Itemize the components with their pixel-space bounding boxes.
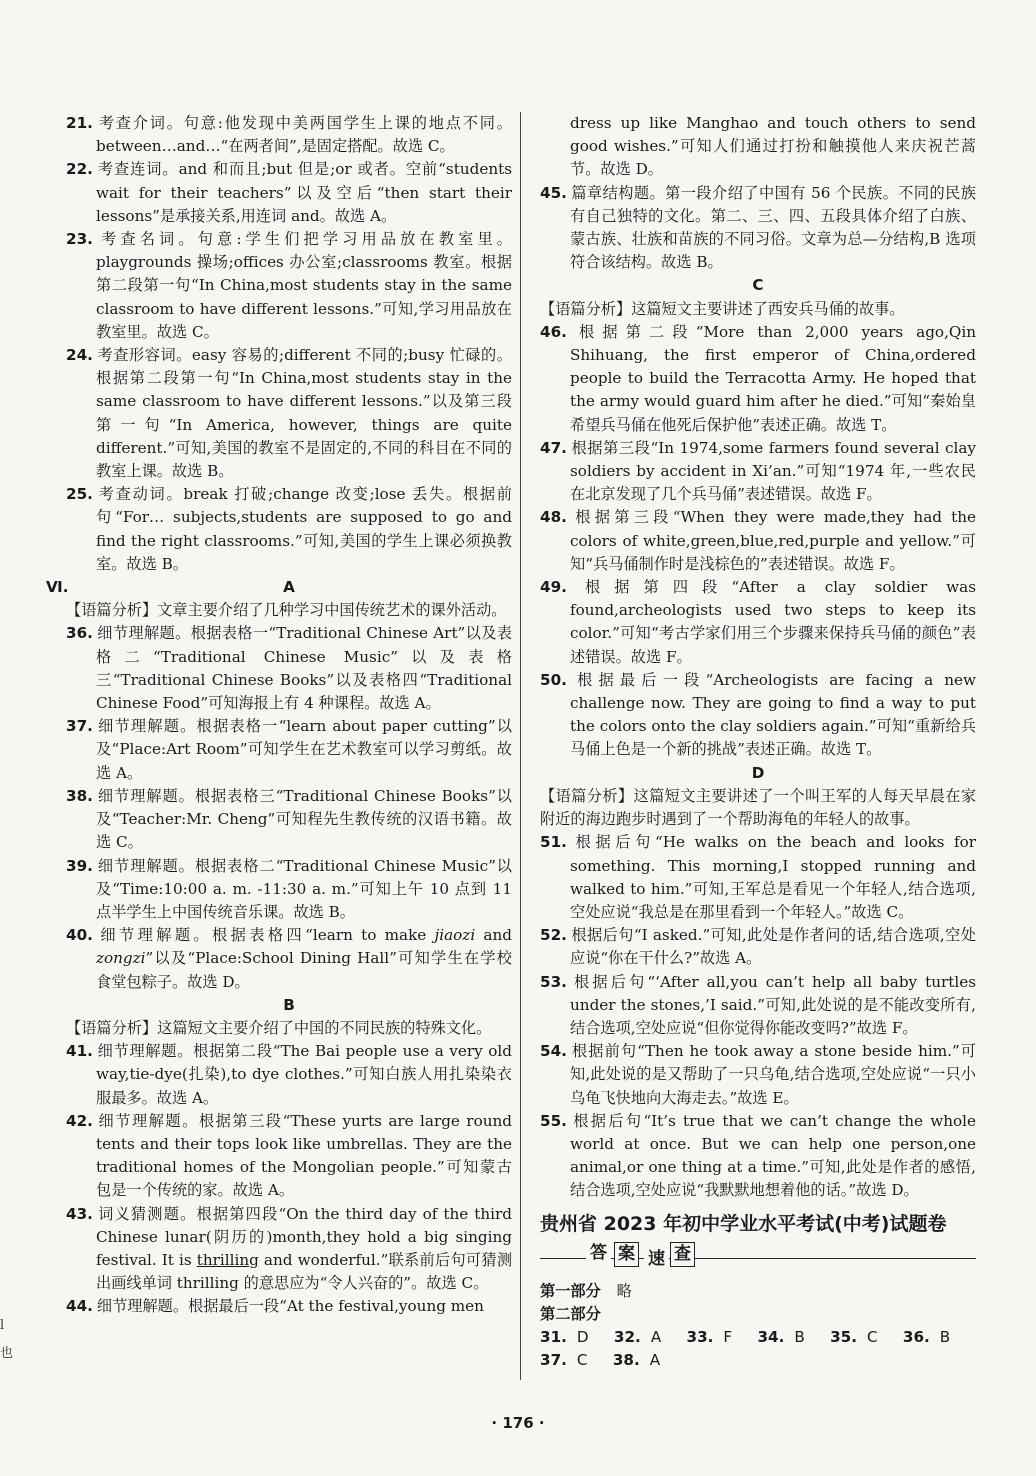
answer-item: 40. 细节理解题。根据表格四“learn to make jiaozi and zongzi”以及“Place:School Dining Hall”可知学生在学校食堂包粽子。故选 D。 (66, 926, 512, 991)
answer-item: 23. 考查名词。句意:学生们把学习用品放在教室里。playgrounds 操场;offices 办公室;classrooms 教室。根据第二段第一句“In China,most students stay in the same classroom to have different lessons.”可知,学习用品放在教室里。故选 C。 (66, 230, 512, 341)
answer-item: 53. 根据后句“‘After all,you can’t help all baby turtles under the stones,’I said.”可知,此处说的是不能改变所有,结合选项,空处应说“但你觉得你能改变吗?”故选 F。 (540, 972, 976, 1037)
column-divider (520, 112, 521, 1380)
answer-quick-check-banner (540, 1242, 976, 1278)
answer-item: 21. 考查介词。句意:他发现中美两国学生上课的地点不同。between…and…“在两者间”,是固定搭配。故选 C。 (66, 114, 512, 156)
answer-item: 25. 考查动词。break 打破;change 改变;lose 丢失。根据前句“For… subjects,students are supposed to go and find the right classrooms.”可知,美国的学生上课必须换教室。故选 B。 (66, 485, 512, 573)
answer-item: 38. 细节理解题。根据表格三“Traditional Chinese Books”以及“Teacher:Mr. Cheng”可知程先生教传统的汉语书籍。故选 C。 (66, 786, 512, 852)
part-two-label: 第二部分 (540, 1304, 601, 1323)
answer-item: 48. 根据第三段“When they were made,they had the colors of white,green,blue,red,purple and yellow.”可知“兵马俑制作时是浅棕色的”表述错误。故选 F。 (540, 508, 976, 573)
answer-item: 50. 根据最后一段“Archeologists are facing a new challenge now. They are going to find a way to put the colors onto the clay soldiers again.”可知“重新给兵马俑上色是一个新的挑战”表述正确。故选 T。 (540, 670, 976, 759)
section-heading-c: C (752, 276, 764, 295)
edge-mark: 也 (0, 1346, 14, 1361)
answer-item: 47. 根据第三段“In 1974,some farmers found several clay soldiers by accident in Xi’an.”可知“1974 年,一些农民在北京发现了几个兵马俑”表述错误。故选 F。 (540, 438, 976, 504)
section-heading-d: D (751, 763, 765, 782)
answer-item: 43. 词义猜测题。根据第四段“On the third day of the third Chinese lunar(阴历的)month,they hold a big singing festival. It is thrilling and wonderful.”联系前后句可猜测出画线单词 thrilling 的意思应为“令人兴奋的”。故选 C。 (66, 1204, 513, 1293)
passage-analysis: 【语篇分析】这篇短文主要介绍了中国的不同民族的特殊文化。 (66, 1018, 492, 1037)
exam-title: 贵州省 2023 年初中学业水平考试(中考)试题卷 (540, 1212, 947, 1235)
left-column (46, 112, 513, 1319)
answer-continuation: dress up like Manghao and touch others to send good wishes.”可知人们通过打扮和触摸他人来庆祝芒蒿节。故选 D。 (570, 114, 976, 179)
answer-item: 36. 细节理解题。根据表格一“Traditional Chinese Art”以及表格二“Traditional Chinese Music”以及表格三“Traditional Chinese Books”以及表格四“Traditional Chinese Food”可知海报上有 4 种课程。故选 A。 (66, 624, 512, 713)
answer-item: 42. 细节理解题。根据第三段“These yurts are large round tents and their tops look like umbrellas. They are the traditional homes of the Mongolian people.”可知蒙古包是一个传统的家。故选 A。 (66, 1111, 512, 1200)
answer-item: 44. 细节理解题。根据最后一段“At the festival,young men (66, 1297, 484, 1316)
right-column (540, 112, 976, 1373)
answer-item: 54. 根据前句“Then he took away a stone beside him.”可知,此处说的是又帮助了一只乌龟,结合选项,空处应说“一只小乌龟飞快地向大海走去。”故选 E。 (540, 1042, 976, 1107)
section-roman-numeral: Ⅵ. (46, 578, 69, 597)
banner-char: 查 (670, 1242, 695, 1267)
answer-item: 39. 细节理解题。根据表格二“Traditional Chinese Music”以及“Time:10:00 a. m. -11:30 a. m.”可知上午 10 点到 11 点半学生上中国传统音乐课。故选 B。 (66, 856, 512, 921)
answer-item: 46. 根据第二段“More than 2,000 years ago,Qin Shihuang, the first emperor of China,ordered people to build the Terracotta Army. He hoped that the army would guard him after he died.”可知“秦始皇希望兵马俑在他死后保护他”表述正确。故选 T。 (540, 322, 976, 434)
answer-item: 45. 篇章结构题。第一段介绍了中国有 56 个民族。不同的民族有自己独特的文化。第二、三、四、五段具体介绍了白族、蒙古族、壮族和苗族的不同习俗。文章为总—分结构,B 选项符合该结构。故选 B。 (540, 183, 976, 272)
section-heading-a: A (283, 578, 295, 597)
section-heading-b: B (283, 995, 295, 1014)
passage-analysis: 【语篇分析】这篇短文主要讲述了一个叫王军的人每天早晨在家附近的海边跑步时遇到了一个帮助海龟的年轻人的故事。 (540, 786, 976, 829)
answer-item: 52. 根据后句“I asked.”可知,此处是作者问的话,结合选项,空处应说“你在干什么?”故选 A。 (540, 926, 976, 968)
answer-item: 41. 细节理解题。根据第二段“The Bai people use a very old way,tie-dye(扎染),to dye clothes.”可知白族人用扎染染衣服最多。故选 A。 (66, 1042, 512, 1107)
banner-char: 答 (586, 1242, 611, 1265)
part-one-line: 第一部分 略 (540, 1281, 632, 1300)
answer-key-row: 31. D 32. A 33. F 34. B 35. C 36. B 37. C 38. A (540, 1328, 951, 1370)
answer-item: 55. 根据后句“It’s true that we can’t change the whole world at once. But we can help one person,one animal,or one thing at a time.”可知,此处是作者的感悟,结合选项,空处应说“我默默地想着他的话。”故选 D。 (540, 1111, 976, 1200)
passage-analysis: 【语篇分析】这篇短文主要讲述了西安兵马俑的故事。 (540, 299, 905, 318)
page-number: · 176 · (491, 1414, 545, 1432)
passage-analysis: 【语篇分析】文章主要介绍了几种学习中国传统艺术的课外活动。 (66, 601, 507, 620)
answer-item: 49. 根据第四段“After a clay soldier was found,archeologists used two steps to keep its color.”可知“考古学家们用三个步骤来保持兵马俑的颜色”表述错误。故选 F。 (540, 578, 976, 666)
edge-mark: l (0, 1318, 5, 1333)
answer-item: 51. 根据后句“He walks on the beach and looks for something. This morning,I stopped running and walked to him.”可知,王军总是看见一个年轻人,结合选项,空处应说“我总是在那里看到一个年轻人。”故选 C。 (540, 833, 976, 921)
banner-char: 速 (644, 1248, 669, 1271)
answer-item: 24. 考查形容词。easy 容易的;different 不同的;busy 忙碌的。根据第二段第一句“In China,most students stay in the same classroom to have different lessons.”以及第三段第一句“In America, however, things are quite different.”可知,美国的教室不是固定的,不同的科目在不同的教室上课。故选 B。 (66, 346, 512, 481)
answer-item: 22. 考查连词。and 和而且;but 但是;or 或者。空前“students wait for their teachers”以及空后“then start their lessons”是承接关系,用连词 and。故选 A。 (66, 160, 512, 225)
banner-char: 案 (614, 1242, 639, 1267)
answer-item: 37. 细节理解题。根据表格一“learn about paper cutting”以及“Place:Art Room”可知学生在艺术教室可以学习剪纸。故选 A。 (66, 717, 512, 782)
